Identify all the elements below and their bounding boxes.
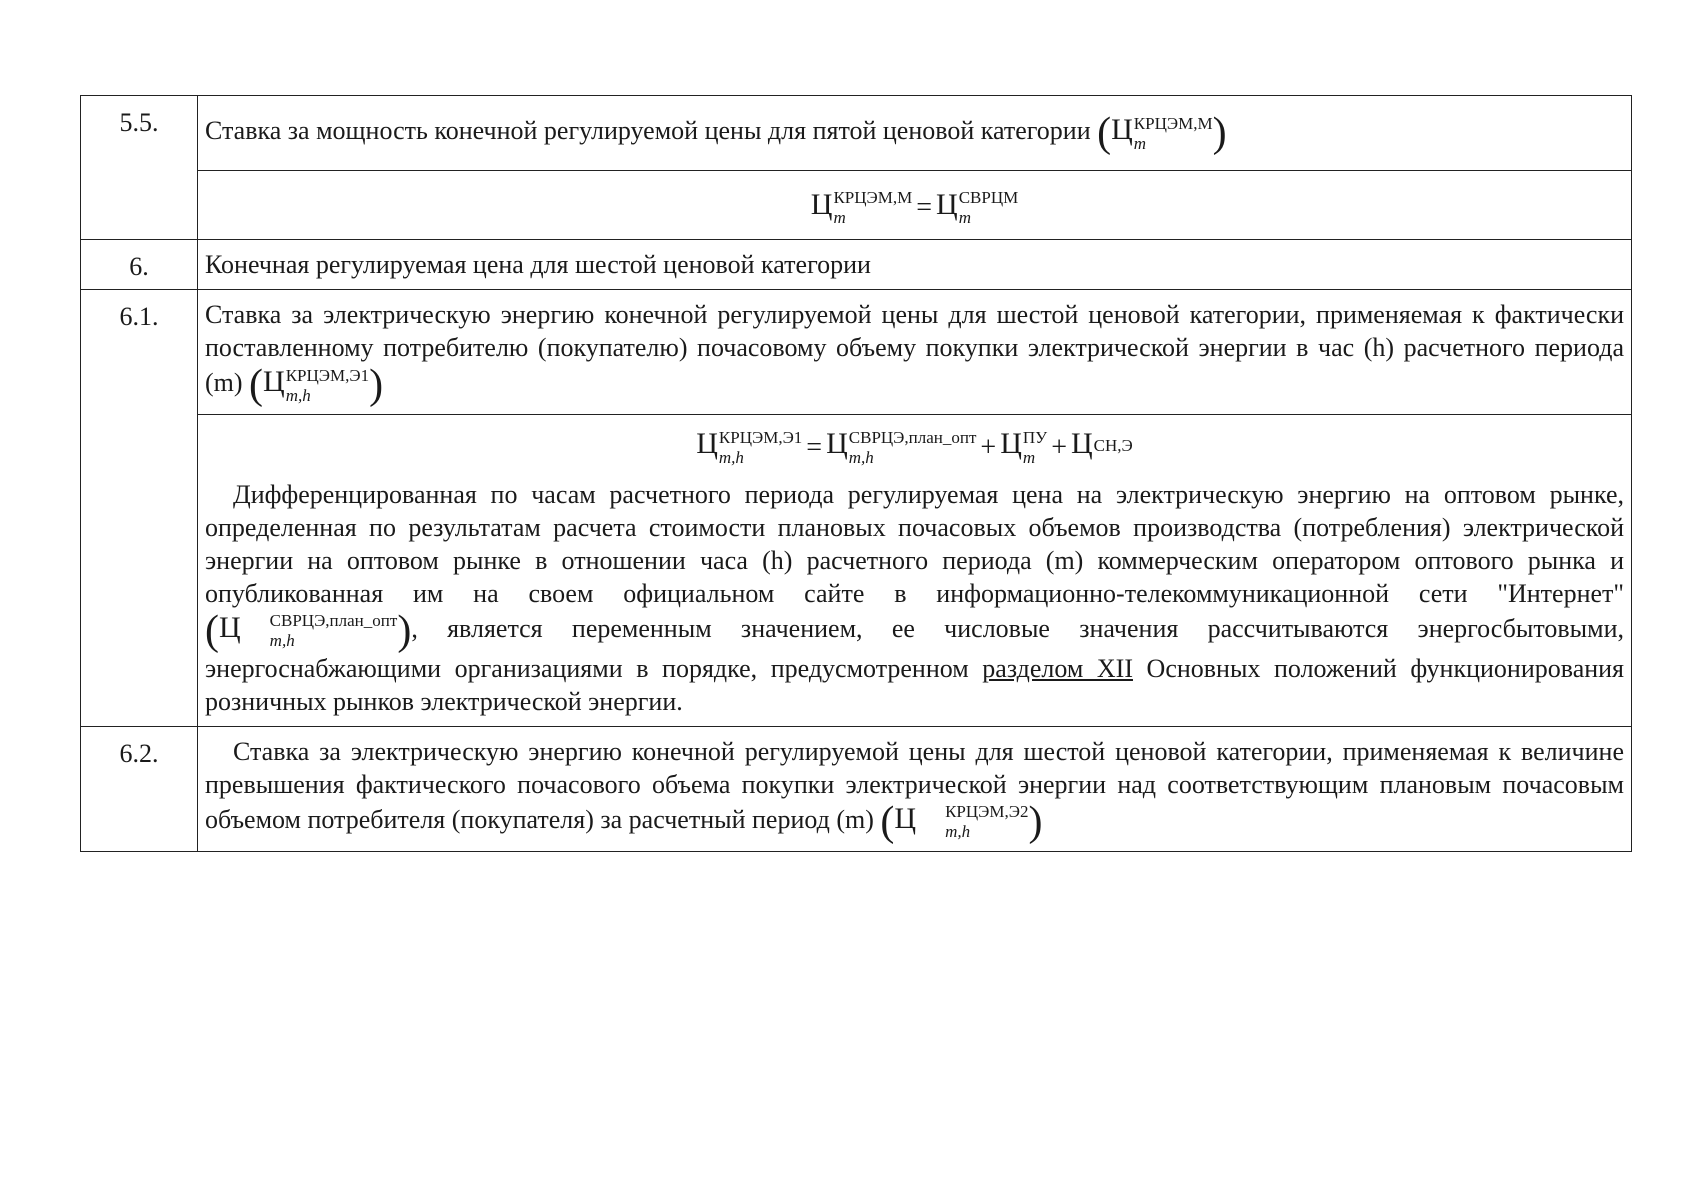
formula: Ц КРЦЭМ,Э1 m,h = Ц СВРЦЭ,план_опт m,h + Ц ПУ m + Ц СН,Э bbox=[696, 427, 1133, 467]
table-row bbox=[81, 290, 1632, 415]
row-number: 6.1. bbox=[81, 290, 198, 727]
row-text: Конечная регулируемая цена для шестой ценовой категории bbox=[198, 240, 1632, 290]
row-text bbox=[198, 726, 1632, 851]
formula-explanation: Дифференцированная по часам расчетного периода регулируемая цена на электрическую энергию на оптовом рынке, определенная по результатам расчета стоимости плановых почасовых объемов производства (потребления) электрической энергии на оптовом рынке в отношении часа (h) расчетного периода (m) коммерческим оператором оптового рынка и опубликованная им на своем официальном сайте в информационно-телекоммуникационной сети "Интернет" (Ц СВРЦЭ,план_опт m,h ), является переменным значением, ее числовые значения рассчитываются энергосбытовыми, энергоснабжающими организациями в порядке, предусмотренном разделом XII Основных положений функционирования розничных рынков электрической энергии. bbox=[205, 479, 1625, 716]
row-text bbox=[198, 96, 1632, 171]
formula: Ц КРЦЭМ,М m = Ц СВРЦМ m bbox=[198, 171, 1632, 240]
formula-cell bbox=[198, 415, 1632, 727]
price-symbol: (Ц КРЦЭМ,М m ) bbox=[1097, 110, 1227, 156]
row-number: 5.5. bbox=[81, 96, 198, 240]
table-row bbox=[81, 240, 1632, 290]
row-description: Ставка за мощность конечной регулируемой цены для пятой ценовой категории bbox=[205, 115, 1091, 145]
tariff-table bbox=[80, 95, 1632, 852]
price-symbol: (Ц СВРЦЭ,план_опт m,h ) bbox=[205, 607, 412, 654]
section-link[interactable]: разделом XII bbox=[982, 653, 1133, 683]
row-number: 6. bbox=[81, 240, 198, 290]
price-symbol: (Ц КРЦЭМ,Э2 m,h ) bbox=[880, 798, 1043, 845]
table-row bbox=[81, 171, 1632, 240]
table-row bbox=[81, 96, 1632, 171]
row-number: 6.2. bbox=[81, 726, 198, 851]
row-description: Ставка за электрическую энергию конечной регулируемой цены для шестой ценовой категории, применяемая к величине превышения фактического почасового объема покупки электрической энергии над соответствующим плановым почасовым объемом потребителя (покупателя) за расчетный период (m) bbox=[205, 736, 1624, 834]
row-description: Ставка за электрическую энергию конечной регулируемой цены для шестой ценовой категории, применяемая к фактически поставленному потребителю (покупателю) почасовому объему покупки электрической энергии в час (h) расчетного периода (m) bbox=[205, 300, 1624, 397]
row-text bbox=[198, 290, 1632, 415]
table-row bbox=[81, 726, 1632, 851]
price-symbol: (Ц КРЦЭМ,Э1 m,h ) bbox=[249, 362, 384, 408]
table-row bbox=[81, 415, 1632, 727]
